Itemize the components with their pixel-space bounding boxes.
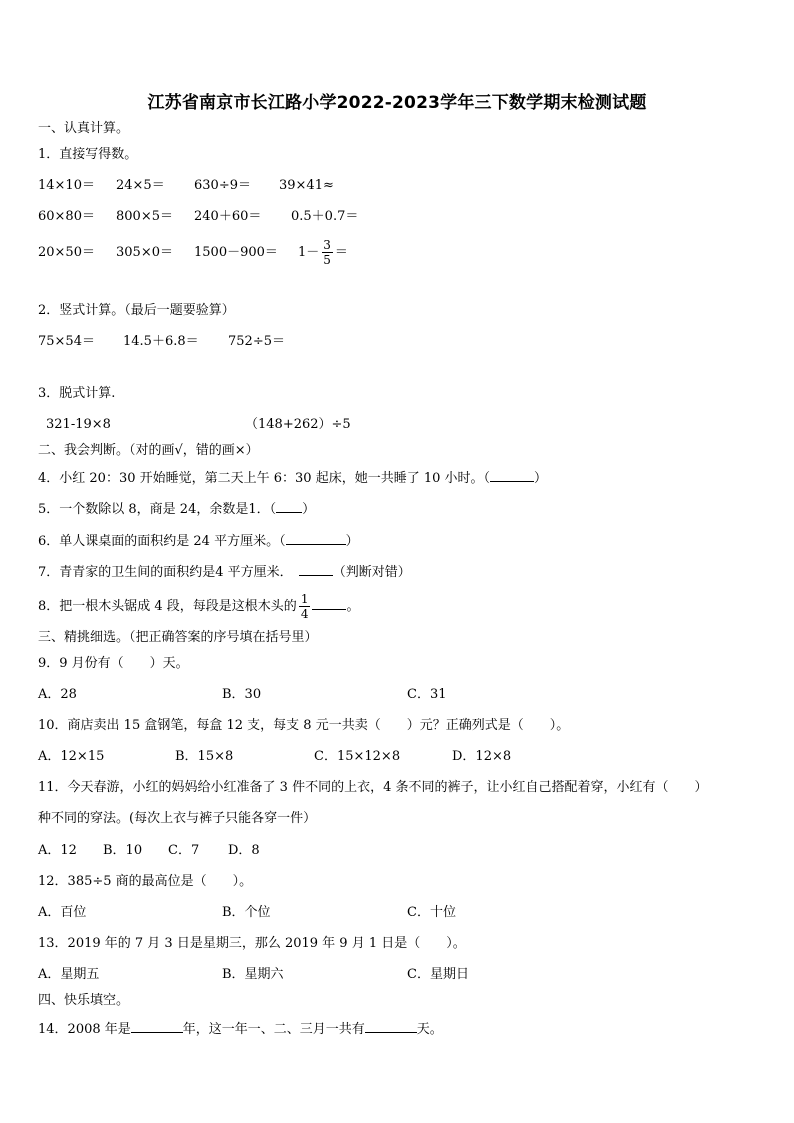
option[interactable]: A．12 xyxy=(38,843,77,858)
option[interactable]: B．30 xyxy=(222,687,262,702)
option[interactable]: A．星期五 xyxy=(38,967,100,982)
calc-item: 75×54＝ xyxy=(38,334,95,349)
fraction: $\frac{3}{5}$ xyxy=(323,238,331,267)
question-1-label: 1．直接写得数。 xyxy=(38,147,138,162)
question-12: 12．385÷5 商的最高位是（ ）。 xyxy=(38,874,253,889)
question-7: 7．青青家的卫生间的面积约是4 平方厘米． （判断对错） xyxy=(38,565,411,580)
option[interactable]: B．星期六 xyxy=(222,967,284,982)
answer-blank[interactable] xyxy=(490,469,534,482)
section-2-heading: 二、我会判断。（对的画√，错的画×） xyxy=(38,443,259,458)
calc-item: 630÷9＝ xyxy=(194,178,251,193)
option[interactable]: D．8 xyxy=(228,843,260,858)
option[interactable]: B．15×8 xyxy=(175,749,234,764)
answer-blank[interactable] xyxy=(131,1020,183,1033)
section-1-heading: 一、认真计算。 xyxy=(38,121,130,136)
fraction: $\frac{1}{4}$ xyxy=(300,592,309,621)
calc-item: 305×0＝ xyxy=(116,245,173,260)
section-4-heading: 四、快乐填空。 xyxy=(38,993,130,1008)
option[interactable]: C．15×12×8 xyxy=(314,749,401,764)
option[interactable]: D．12×8 xyxy=(452,749,512,764)
section-3-heading: 三、精挑细选。（把正确答案的序号填在括号里） xyxy=(38,630,318,645)
question-2-label: 2．竖式计算。（最后一题要验算） xyxy=(38,303,235,318)
calc-item: 0.5＋0.7＝ xyxy=(291,209,359,224)
calc-item: 321-19×8 xyxy=(46,417,111,432)
option[interactable]: A．12×15 xyxy=(38,749,105,764)
calc-item: 24×5＝ xyxy=(116,178,165,193)
calc-item: 60×80＝ xyxy=(38,209,95,224)
calc-item: 39×41≈ xyxy=(279,178,334,193)
question-9: 9．9 月份有（ ）天。 xyxy=(38,656,189,671)
calc-item: 240＋60＝ xyxy=(194,209,262,224)
option[interactable]: A．28 xyxy=(38,687,77,702)
page-title: 江苏省南京市长江路小学2022-2023学年三下数学期末检测试题 xyxy=(147,93,647,113)
question-5: 5．一个数除以 8，商是 24，余数是1．（ ） xyxy=(38,502,316,517)
question-4: 4．小红 20：30 开始睡觉，第二天上午 6：30 起床，她一共睡了 10 小时。（ ） xyxy=(38,471,548,486)
option[interactable]: B．个位 xyxy=(222,905,271,920)
option[interactable]: C．十位 xyxy=(407,905,456,920)
answer-blank[interactable] xyxy=(312,597,346,610)
question-10: 10．商店卖出 15 盒钢笔，每盒 12 支，每支 8 元一共卖（ ）元？正确列式是（ ）。 xyxy=(38,718,570,733)
calc-item: 14.5＋6.8＝ xyxy=(123,334,199,349)
question-8: 8．把一根木头锯成 4 段，每段是这根木头的 $\frac{1}{4}$ 。 xyxy=(38,592,360,621)
answer-blank[interactable] xyxy=(365,1020,417,1033)
option[interactable]: C．31 xyxy=(407,687,447,702)
calc-item: （148+262）÷5 xyxy=(245,417,351,432)
answer-blank[interactable] xyxy=(276,500,302,513)
calc-item-fraction: 1－ $\frac{3}{5}$ ＝ xyxy=(298,238,348,267)
question-11-line-1: 11．今天春游，小红的妈妈给小红准备了 3 件不同的上衣，4 条不同的裤子，让小红自己搭配着穿，小红有（ ） xyxy=(38,780,708,795)
option[interactable]: A．百位 xyxy=(38,905,87,920)
question-3-label: 3．脱式计算. xyxy=(38,386,116,401)
calc-item: 20×50＝ xyxy=(38,245,95,260)
answer-blank[interactable] xyxy=(299,563,333,576)
option[interactable]: C．7 xyxy=(168,843,200,858)
answer-blank[interactable] xyxy=(286,532,346,545)
option[interactable]: B．10 xyxy=(103,843,143,858)
question-6: 6．单人课桌面的面积约是 24 平方厘米。（ ） xyxy=(38,534,359,549)
option[interactable]: C．星期日 xyxy=(407,967,469,982)
calc-item: 1500－900＝ xyxy=(194,245,278,260)
question-13: 13．2019 年的 7 月 3 日是星期三，那么 2019 年 9 月 1 日是（ ）。 xyxy=(38,936,466,951)
calc-item: 752÷5＝ xyxy=(228,334,285,349)
question-11-line-2: 种不同的穿法。(每次上衣与裤子只能各穿一件） xyxy=(38,811,317,826)
calc-item: 14×10＝ xyxy=(38,178,95,193)
calc-item: 800×5＝ xyxy=(116,209,173,224)
question-14: 14．2008 年是 年，这一年一、二、三月一共有 天。 xyxy=(38,1022,443,1037)
